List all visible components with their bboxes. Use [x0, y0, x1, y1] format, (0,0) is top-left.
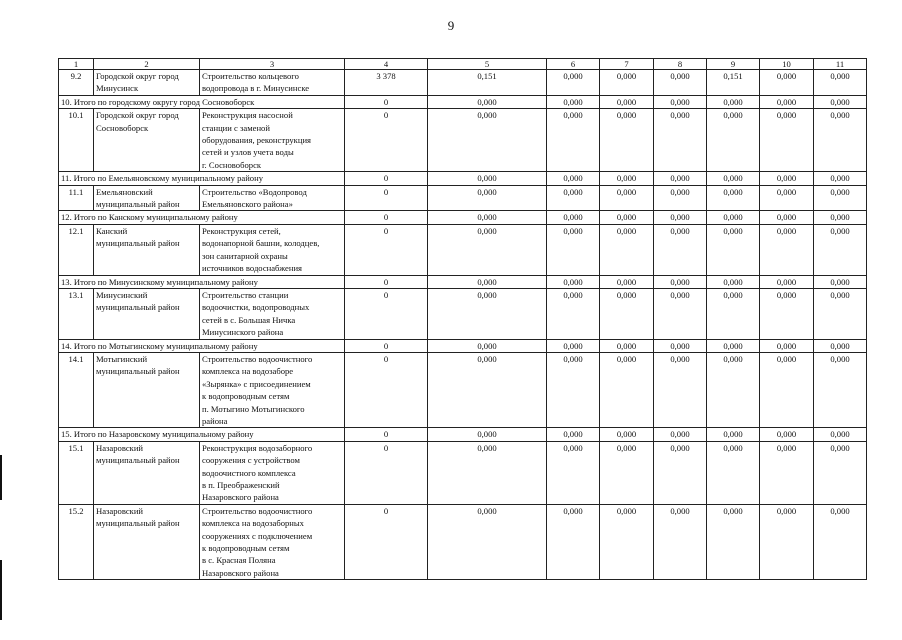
value-cell: 0,000 — [654, 428, 707, 441]
value-cell: 0 — [345, 428, 428, 441]
project-description: Строительство водоочистного комплекса на водозаборе «Зырянка» с присоединением к водопроводным сетям п. Мотыгино Мотыгинского района — [202, 353, 313, 426]
value-cell: 0,000 — [814, 95, 867, 108]
value-cell: 0,000 — [428, 288, 547, 339]
value-cell: 0 — [345, 275, 428, 288]
project-description: Реконструкция насосной станции с заменой оборудования, реконструкция сетей и узлов учета воды г. Сосновоборск — [202, 110, 312, 170]
value-cell: 0,000 — [760, 441, 814, 504]
value-cell: 0,000 — [600, 339, 654, 352]
value-cell: 0,000 — [428, 95, 547, 108]
table-row — [59, 352, 867, 427]
value-cell: 0,000 — [547, 70, 600, 96]
value-cell: 0,000 — [707, 185, 760, 211]
cell — [59, 441, 94, 504]
item-number: 15.2 — [68, 505, 84, 516]
value-cell: 0,000 — [760, 504, 814, 579]
value-cell: 0,000 — [707, 109, 760, 172]
value-cell: 0,000 — [814, 70, 867, 96]
value-cell: 0,000 — [707, 339, 760, 352]
table-row — [59, 224, 867, 275]
total-row — [59, 339, 867, 352]
column-header: 11 — [814, 59, 867, 70]
cell — [94, 288, 200, 339]
value-cell: 0,000 — [760, 185, 814, 211]
value-cell: 0,000 — [600, 185, 654, 211]
value-cell: 0,000 — [760, 288, 814, 339]
value-cell: 0,000 — [600, 109, 654, 172]
value-cell: 0,000 — [760, 224, 814, 275]
value-cell: 0,000 — [707, 441, 760, 504]
value-cell: 0,000 — [547, 224, 600, 275]
total-row — [59, 428, 867, 441]
value-cell: 0,000 — [428, 224, 547, 275]
column-header: 6 — [547, 59, 600, 70]
column-header: 2 — [94, 59, 200, 70]
total-label: 13. Итого по Минусинскому муниципальному району — [59, 275, 345, 288]
municipality-name: Назаровский муниципальный район — [96, 442, 180, 466]
cell — [94, 441, 200, 504]
total-label: 15. Итого по Назаровскому муниципальному району — [59, 428, 345, 441]
value-cell: 0,000 — [428, 275, 547, 288]
total-row — [59, 211, 867, 224]
value-cell: 0,000 — [428, 185, 547, 211]
value-cell: 0,000 — [654, 172, 707, 185]
value-cell: 0,000 — [760, 70, 814, 96]
value-cell: 0,000 — [547, 352, 600, 427]
cell — [94, 70, 200, 96]
value-cell: 0,000 — [814, 352, 867, 427]
table-row — [59, 185, 867, 211]
cell — [94, 224, 200, 275]
value-cell: 0 — [345, 211, 428, 224]
value-cell: 0,000 — [600, 441, 654, 504]
item-number: 12.1 — [68, 225, 84, 236]
cell — [59, 109, 94, 172]
cell — [200, 441, 345, 504]
value-cell: 0,000 — [547, 109, 600, 172]
value-cell: 0,000 — [760, 172, 814, 185]
value-cell: 0,000 — [600, 352, 654, 427]
cell — [59, 352, 94, 427]
value-cell: 0 — [345, 352, 428, 427]
project-description: Строительство «Водопровод Емельяновского района» — [202, 186, 307, 210]
cell — [200, 109, 345, 172]
item-number: 11.1 — [68, 186, 84, 197]
value-cell: 0,000 — [428, 504, 547, 579]
cell — [94, 504, 200, 579]
total-label: 10. Итого по городскому округу город Сосновоборск — [59, 95, 345, 108]
table-row — [59, 288, 867, 339]
value-cell: 0,000 — [600, 172, 654, 185]
project-description: Реконструкция водозаборного сооружения с устройством водоочистного комплекса в п. Преображенский Назаровского района — [202, 442, 313, 503]
value-cell: 0,000 — [600, 275, 654, 288]
value-cell: 0,000 — [600, 428, 654, 441]
value-cell: 0,000 — [707, 428, 760, 441]
value-cell: 0,000 — [814, 504, 867, 579]
value-cell: 0 — [345, 339, 428, 352]
value-cell: 0,000 — [600, 288, 654, 339]
total-label: 14. Итого по Мотыгинскому муниципальному району — [59, 339, 345, 352]
value-cell: 0,000 — [707, 211, 760, 224]
value-cell: 0,000 — [760, 95, 814, 108]
value-cell: 0,151 — [428, 70, 547, 96]
value-cell: 0,000 — [814, 211, 867, 224]
value-cell: 0,000 — [428, 339, 547, 352]
value-cell: 0,000 — [654, 288, 707, 339]
value-cell: 0,000 — [654, 352, 707, 427]
cell — [200, 185, 345, 211]
value-cell: 3 378 — [345, 70, 428, 96]
cell — [200, 352, 345, 427]
municipality-name: Назаровский муниципальный район — [96, 505, 180, 529]
funding-table — [58, 58, 867, 580]
cell — [94, 352, 200, 427]
header-row — [59, 59, 867, 70]
value-cell: 0,000 — [707, 224, 760, 275]
value-cell: 0,000 — [428, 211, 547, 224]
municipality-name: Городской округ город Минусинск — [96, 71, 179, 94]
table-row — [59, 441, 867, 504]
cell — [200, 288, 345, 339]
value-cell: 0,000 — [707, 275, 760, 288]
column-header: 5 — [428, 59, 547, 70]
value-cell: 0,000 — [760, 211, 814, 224]
value-cell: 0 — [345, 441, 428, 504]
page-number: 9 — [447, 18, 455, 33]
municipality-name: Городской округ город Сосновоборск — [96, 110, 179, 133]
municipality-name: Емельяновский муниципальный район — [96, 186, 180, 210]
cell — [200, 224, 345, 275]
total-label: 11. Итого по Емельяновскому муниципальному району — [59, 172, 345, 185]
left-margin-rule — [0, 455, 2, 500]
value-cell: 0 — [345, 288, 428, 339]
cell — [200, 504, 345, 579]
value-cell: 0,000 — [654, 275, 707, 288]
value-cell: 0 — [345, 95, 428, 108]
value-cell: 0,000 — [814, 339, 867, 352]
column-header: 1 — [59, 59, 94, 70]
value-cell: 0,000 — [654, 441, 707, 504]
value-cell: 0,000 — [760, 428, 814, 441]
item-number: 15.1 — [68, 442, 84, 453]
column-header: 10 — [760, 59, 814, 70]
cell — [59, 224, 94, 275]
value-cell: 0,000 — [707, 95, 760, 108]
value-cell: 0,000 — [707, 352, 760, 427]
value-cell: 0,000 — [654, 185, 707, 211]
value-cell: 0,000 — [428, 428, 547, 441]
value-cell: 0,000 — [547, 428, 600, 441]
value-cell: 0,000 — [760, 339, 814, 352]
item-number: 10.1 — [68, 110, 84, 121]
value-cell: 0,000 — [600, 504, 654, 579]
value-cell: 0,000 — [547, 275, 600, 288]
project-description: Строительство кольцевого водопровода в г. Минусинске — [202, 71, 310, 94]
column-header: 9 — [707, 59, 760, 70]
value-cell: 0,000 — [707, 172, 760, 185]
column-header: 7 — [600, 59, 654, 70]
value-cell: 0,000 — [760, 352, 814, 427]
total-row — [59, 275, 867, 288]
total-row — [59, 172, 867, 185]
value-cell: 0,000 — [547, 185, 600, 211]
cell — [59, 185, 94, 211]
municipality-name: Мотыгинский муниципальный район — [96, 353, 180, 377]
value-cell: 0,000 — [547, 339, 600, 352]
value-cell: 0 — [345, 172, 428, 185]
value-cell: 0,000 — [814, 172, 867, 185]
table-row — [59, 109, 867, 172]
value-cell: 0,000 — [547, 441, 600, 504]
column-header: 4 — [345, 59, 428, 70]
value-cell: 0,000 — [547, 288, 600, 339]
value-cell: 0,000 — [428, 109, 547, 172]
value-cell: 0,000 — [707, 288, 760, 339]
value-cell: 0 — [345, 224, 428, 275]
value-cell: 0,000 — [814, 428, 867, 441]
value-cell: 0,000 — [814, 288, 867, 339]
value-cell: 0,000 — [814, 109, 867, 172]
cell — [94, 185, 200, 211]
value-cell: 0,000 — [760, 109, 814, 172]
left-margin-rule — [0, 560, 2, 620]
value-cell: 0,000 — [600, 95, 654, 108]
value-cell: 0,151 — [707, 70, 760, 96]
project-description: Реконструкция сетей, водонапорной башни, колодцев, зон санитарной охраны источников водоснабжения — [202, 225, 320, 274]
item-number: 14.1 — [68, 353, 84, 364]
value-cell: 0,000 — [814, 275, 867, 288]
value-cell: 0,000 — [760, 275, 814, 288]
value-cell: 0,000 — [428, 352, 547, 427]
value-cell: 0,000 — [547, 504, 600, 579]
table-row — [59, 504, 867, 579]
value-cell: 0,000 — [547, 95, 600, 108]
value-cell: 0,000 — [654, 224, 707, 275]
value-cell: 0,000 — [600, 224, 654, 275]
value-cell: 0,000 — [547, 172, 600, 185]
project-description: Строительство водоочистного комплекса на водозаборных сооружениях с подключением к водопроводным сетям в с. Красная Поляна Назаровского района — [202, 505, 313, 578]
item-number: 9.2 — [70, 71, 82, 81]
item-number: 13.1 — [68, 289, 84, 300]
value-cell: 0,000 — [707, 504, 760, 579]
value-cell: 0 — [345, 109, 428, 172]
value-cell: 0,000 — [600, 211, 654, 224]
value-cell: 0 — [345, 185, 428, 211]
cell — [59, 288, 94, 339]
value-cell: 0,000 — [654, 70, 707, 96]
total-label: 12. Итого по Канскому муниципальному району — [59, 211, 345, 224]
municipality-name: Канский муниципальный район — [96, 225, 180, 249]
value-cell: 0,000 — [428, 441, 547, 504]
cell — [59, 70, 94, 96]
value-cell: 0,000 — [814, 441, 867, 504]
value-cell: 0,000 — [814, 224, 867, 275]
value-cell: 0,000 — [428, 172, 547, 185]
value-cell: 0,000 — [654, 95, 707, 108]
value-cell: 0,000 — [654, 339, 707, 352]
cell — [59, 504, 94, 579]
municipality-name: Минусинский муниципальный район — [96, 289, 180, 313]
value-cell: 0,000 — [654, 211, 707, 224]
column-header: 8 — [654, 59, 707, 70]
value-cell: 0,000 — [654, 109, 707, 172]
cell — [94, 109, 200, 172]
cell — [200, 70, 345, 96]
project-description: Строительство станции водоочистки, водопроводных сетей в с. Большая Ничка Минусинского района — [202, 289, 310, 338]
value-cell: 0,000 — [600, 70, 654, 96]
value-cell: 0,000 — [814, 185, 867, 211]
table-row — [59, 70, 867, 96]
value-cell: 0 — [345, 504, 428, 579]
value-cell: 0,000 — [654, 504, 707, 579]
column-header: 3 — [200, 59, 345, 70]
total-row — [59, 95, 867, 108]
value-cell: 0,000 — [547, 211, 600, 224]
